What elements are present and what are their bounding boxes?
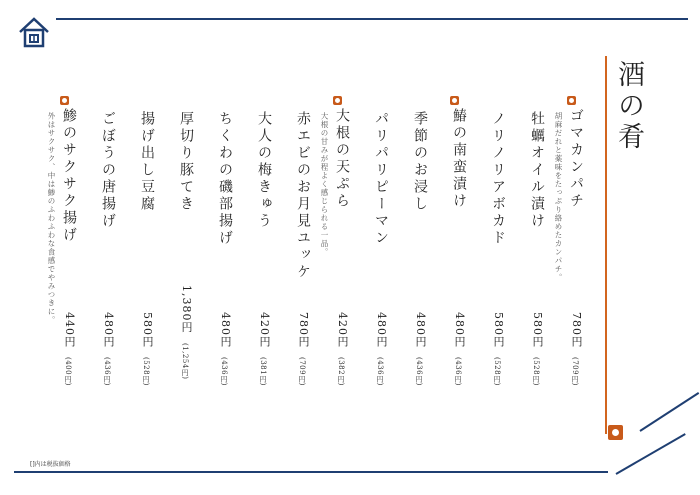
recommend-marker-icon <box>60 96 69 105</box>
page-title: 酒の肴 <box>613 60 644 153</box>
menu-item-tax-excluded-price: (436円) <box>220 357 228 386</box>
menu-item-price: 480円 <box>414 312 427 348</box>
menu-item-name: 揚げ出し豆腐 <box>139 111 155 213</box>
menu-item-tax-excluded-price: (400円) <box>64 357 72 386</box>
recommend-marker-icon <box>450 96 459 105</box>
menu-item-price: 480円 <box>375 312 388 348</box>
menu-item-price: 420円 <box>336 312 349 348</box>
menu-item-name: ごぼうの唐揚げ <box>100 111 116 230</box>
menu-item-name: パリパリピーマン <box>373 111 389 247</box>
menu-item-price: 480円 <box>453 312 466 348</box>
menu-item-name: 牡蠣オイル漬け <box>529 111 545 230</box>
menu-item-price: 580円 <box>492 312 505 348</box>
menu-item-price: 780円 <box>297 312 310 348</box>
recommend-marker-icon <box>333 96 342 105</box>
menu-item-name: 鯵のサクサク揚げ <box>61 108 77 244</box>
corner-emblem-icon <box>608 425 623 440</box>
tax-footnote: []内は税抜価格 <box>30 461 71 468</box>
menu-item-tax-excluded-price: (528円) <box>493 357 501 386</box>
menu-item-name: 鰆の南蛮漬け <box>451 108 467 210</box>
menu-item-tax-excluded-price: (436円) <box>103 357 111 386</box>
menu-item-tax-excluded-price: (709円) <box>571 357 579 386</box>
menu-item-description: 胡麻だれと薬味をたっぷり絡めたカンパチ。 <box>554 112 563 282</box>
bottom-border-line <box>14 471 608 473</box>
menu-item-price: 420円 <box>258 312 271 348</box>
menu-item-price: 440円 <box>63 312 76 348</box>
top-border-line <box>56 18 688 20</box>
menu-item-name: ノリノリアボカド <box>490 111 506 247</box>
title-accent-bar <box>605 56 607 434</box>
menu-item-price: 780円 <box>570 312 583 348</box>
menu-item-tax-excluded-price: (1,254円) <box>181 343 189 380</box>
menu-item-tax-excluded-price: (436円) <box>376 357 384 386</box>
menu-item-name: ちくわの磯部揚げ <box>217 111 233 247</box>
menu-item-tax-excluded-price: (436円) <box>415 357 423 386</box>
menu-item-name: ゴマカンパチ <box>568 108 584 210</box>
menu-item-tax-excluded-price: (382円) <box>337 357 345 386</box>
menu-item-price: 480円 <box>102 312 115 348</box>
menu-item-price: 480円 <box>219 312 232 348</box>
menu-item-description: 外はサクサク、中は鯵のふわふわな食感でやみつきに。 <box>47 112 56 325</box>
decorative-diagonal-line <box>639 392 699 432</box>
menu-item-name: 赤エビのお月見ユッケ <box>295 111 311 281</box>
menu-item-tax-excluded-price: (528円) <box>142 357 150 386</box>
menu-item-tax-excluded-price: (436円) <box>454 357 462 386</box>
house-logo-icon <box>18 16 50 48</box>
menu-item-name: 大根の天ぷら <box>334 108 350 210</box>
menu-item-price: 580円 <box>531 312 544 348</box>
menu-item-tax-excluded-price: (381円) <box>259 357 267 386</box>
decorative-diagonal-line <box>616 433 686 475</box>
menu-item-price: 580円 <box>141 312 154 348</box>
menu-item-name: 大人の梅きゅう <box>256 111 272 230</box>
menu-item-price: 1,380円 <box>180 285 193 334</box>
recommend-marker-icon <box>567 96 576 105</box>
menu-item-tax-excluded-price: (528円) <box>532 357 540 386</box>
menu-item-name: 季節のお浸し <box>412 111 428 213</box>
menu-item-description: 大根の甘みが程よく感じられる一品。 <box>320 112 329 257</box>
menu-item-name: 厚切り豚てき <box>178 111 194 213</box>
menu-item-tax-excluded-price: (709円) <box>298 357 306 386</box>
